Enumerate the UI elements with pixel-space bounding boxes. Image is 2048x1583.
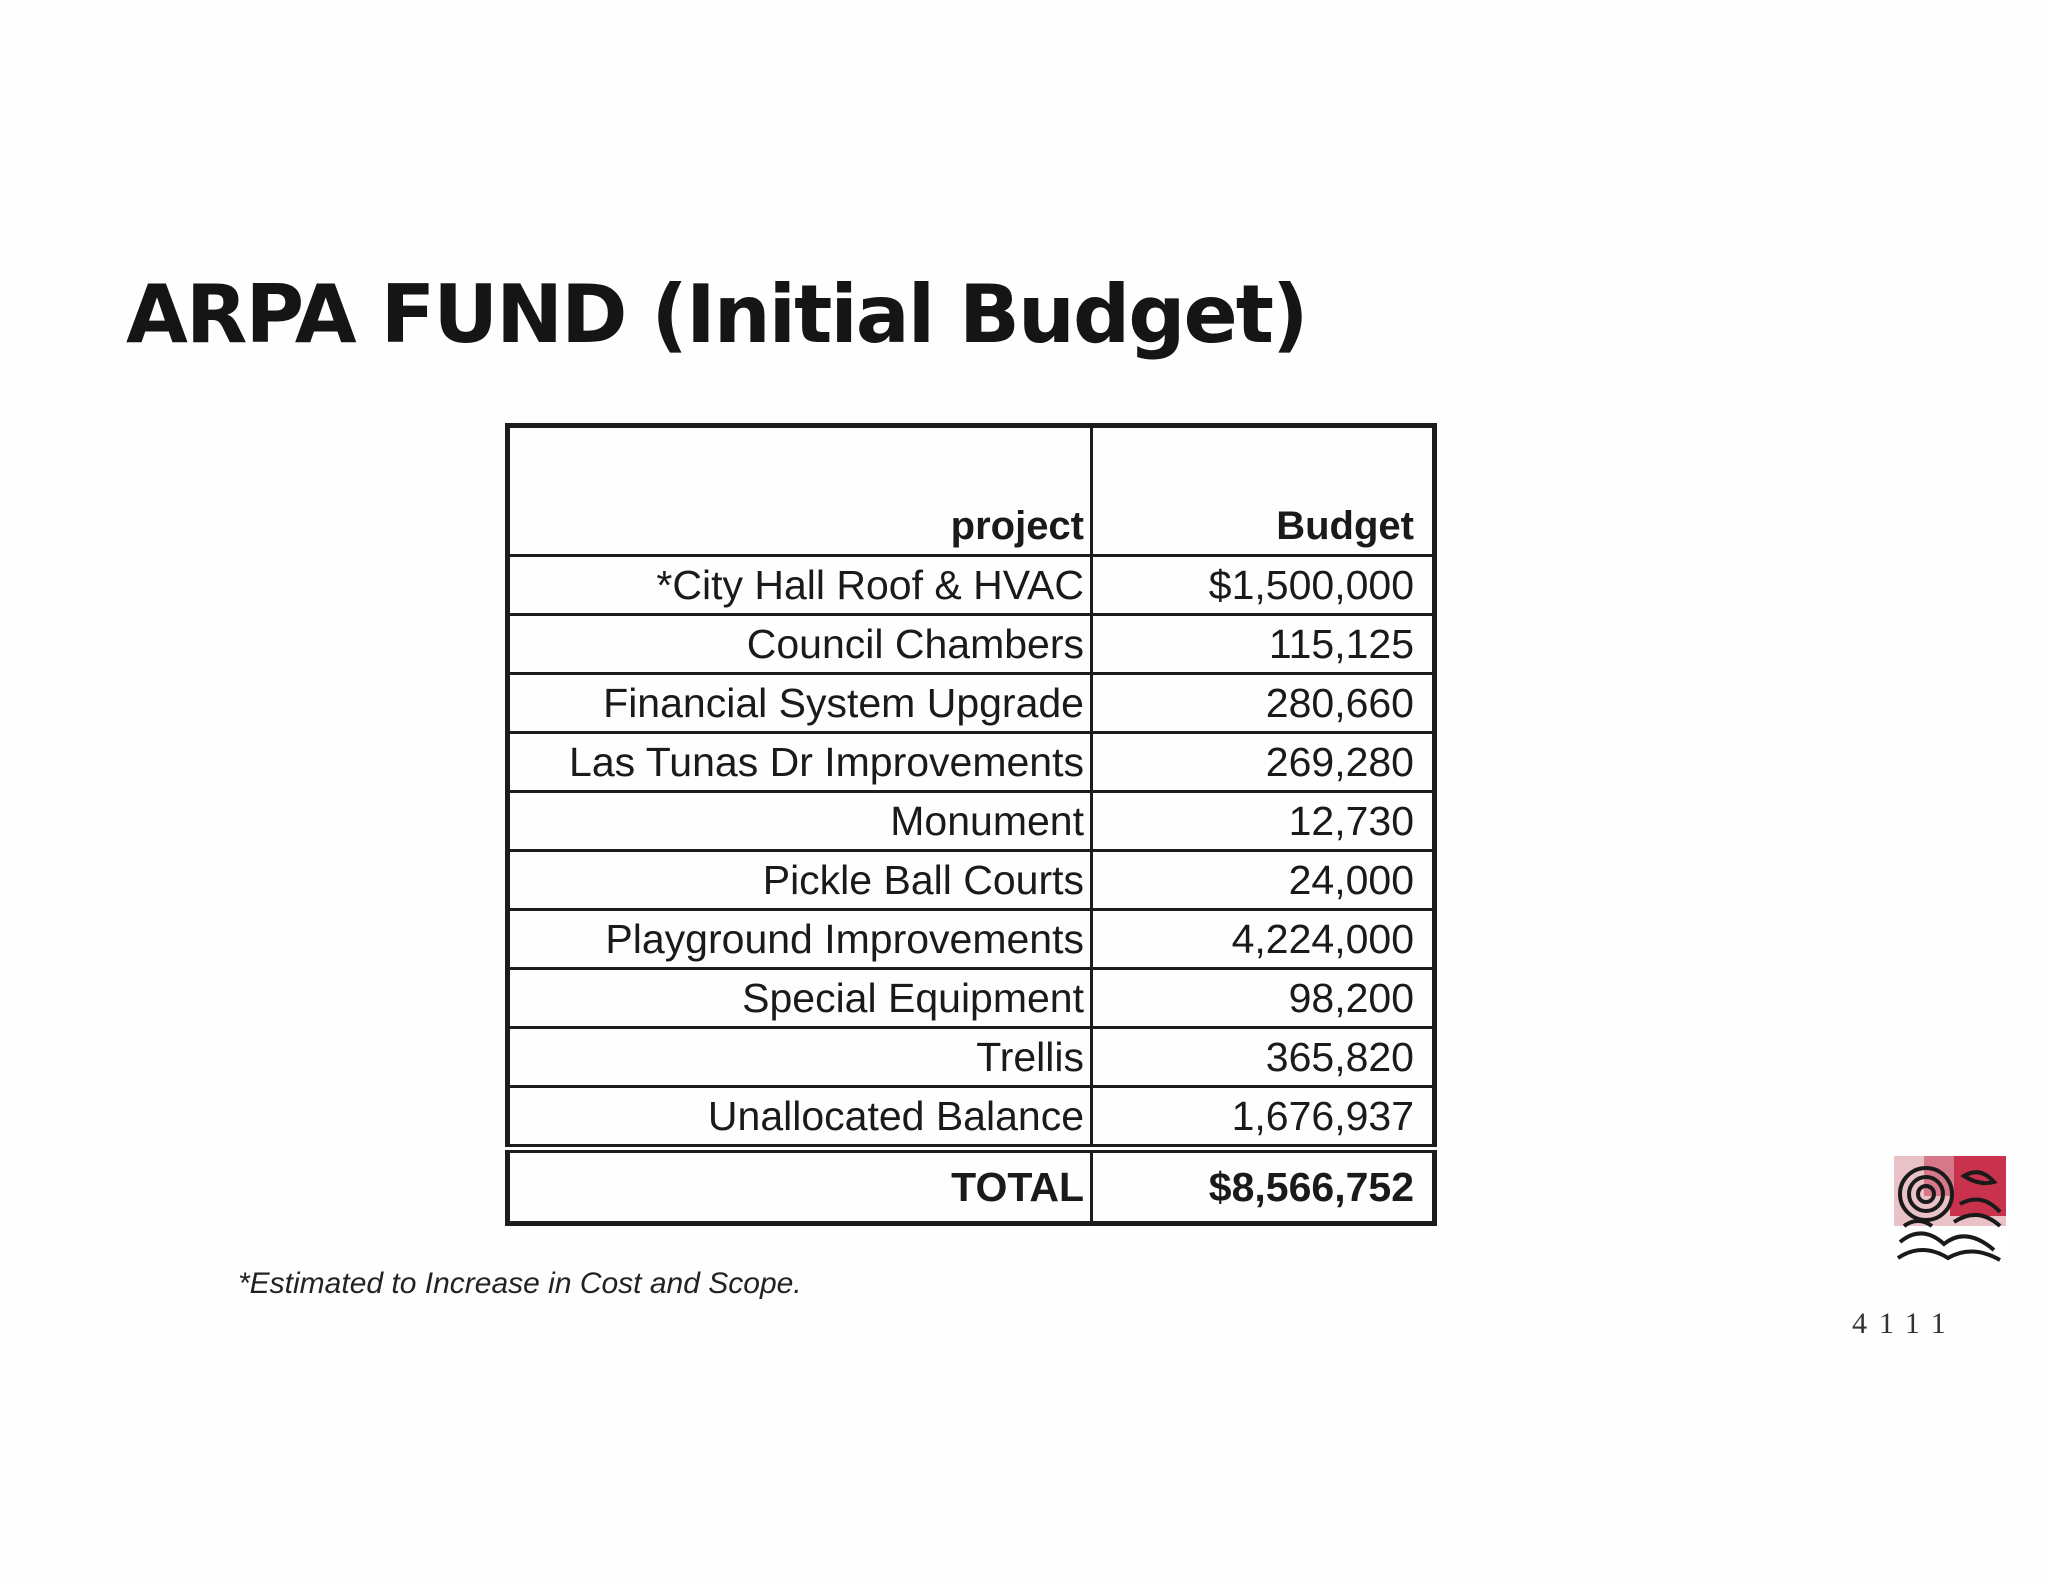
budget-cell: 12,730 xyxy=(1092,792,1435,851)
project-cell: Financial System Upgrade xyxy=(508,674,1092,733)
total-row xyxy=(508,1149,1435,1224)
budget-cell: 98,200 xyxy=(1092,969,1435,1028)
budget-column-header: Budget xyxy=(1092,426,1435,556)
project-cell: *City Hall Roof & HVAC xyxy=(508,556,1092,615)
table-row xyxy=(508,1087,1435,1149)
budget-cell: 115,125 xyxy=(1092,615,1435,674)
table-row xyxy=(508,792,1435,851)
table-row xyxy=(508,851,1435,910)
project-cell: Trellis xyxy=(508,1028,1092,1087)
project-cell: Las Tunas Dr Improvements xyxy=(508,733,1092,792)
total-value: $8,566,752 xyxy=(1092,1149,1435,1224)
budget-table xyxy=(505,423,1437,1226)
table-row xyxy=(508,615,1435,674)
budget-cell: $1,500,000 xyxy=(1092,556,1435,615)
rose-logo-icon xyxy=(1894,1156,2006,1268)
budget-cell: 269,280 xyxy=(1092,733,1435,792)
budget-cell: 280,660 xyxy=(1092,674,1435,733)
budget-cell: 4,224,000 xyxy=(1092,910,1435,969)
project-cell: Monument xyxy=(508,792,1092,851)
table-row xyxy=(508,733,1435,792)
table-row xyxy=(508,556,1435,615)
table-header-row xyxy=(508,426,1435,556)
total-label: TOTAL xyxy=(508,1149,1092,1224)
table-row xyxy=(508,674,1435,733)
table-row xyxy=(508,969,1435,1028)
table-row xyxy=(508,910,1435,969)
project-cell: Council Chambers xyxy=(508,615,1092,674)
project-cell: Playground Improvements xyxy=(508,910,1092,969)
budget-cell: 24,000 xyxy=(1092,851,1435,910)
project-column-header: project xyxy=(508,426,1092,556)
project-cell: Pickle Ball Courts xyxy=(508,851,1092,910)
project-cell: Unallocated Balance xyxy=(508,1087,1092,1149)
budget-cell: 1,676,937 xyxy=(1092,1087,1435,1149)
table-row xyxy=(508,1028,1435,1087)
budget-cell: 365,820 xyxy=(1092,1028,1435,1087)
footnote: *Estimated to Increase in Cost and Scope. xyxy=(238,1267,802,1300)
page-number: 4111 xyxy=(1852,1307,1958,1340)
project-cell: Special Equipment xyxy=(508,969,1092,1028)
page-title: ARPA FUND (Initial Budget) xyxy=(126,268,1307,361)
